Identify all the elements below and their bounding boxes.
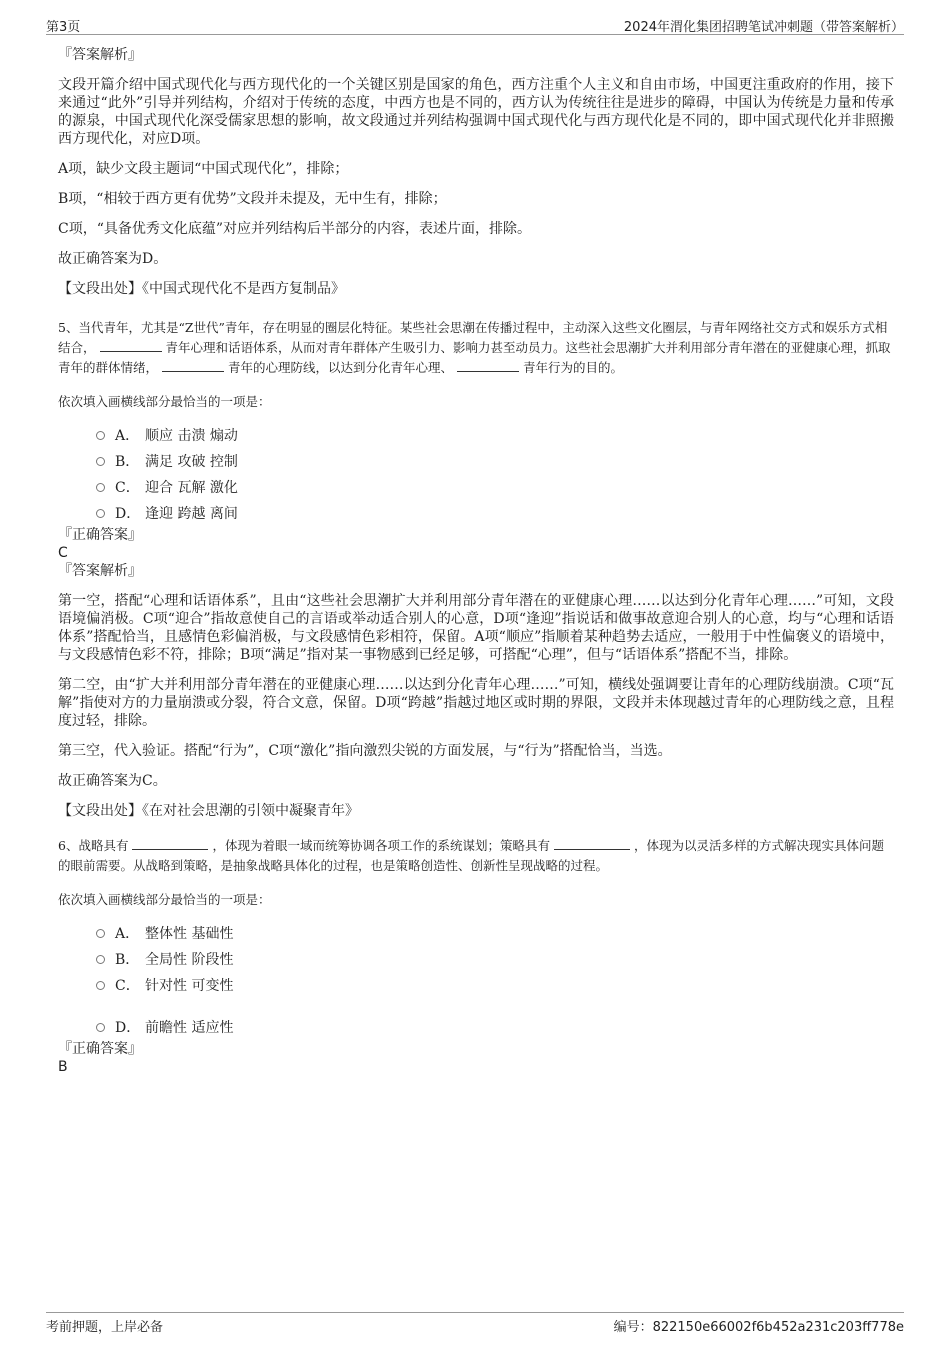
q6-instruction: 依次填入画横线部分最恰当的一项是： <box>58 892 271 907</box>
q4-source: 【文段出处】《中国式现代化不是西方复制品》 <box>58 281 345 297</box>
blank-line <box>457 359 519 372</box>
footer-slogan: 考前押题，上岸必备 <box>46 1320 164 1335</box>
q5-option-c[interactable] <box>96 474 894 500</box>
option-key: D． <box>115 1020 141 1036</box>
page-header <box>46 14 904 35</box>
option-text: 满足 攻破 控制 <box>145 454 238 470</box>
radio-icon[interactable] <box>96 457 105 466</box>
blank-line <box>162 359 224 372</box>
document-code: 编号：822150e66002f6b452a231c203ff778e <box>613 1320 904 1335</box>
option-text: 逢迎 跨越 离间 <box>145 506 238 522</box>
page-number: 第3页 <box>46 20 81 35</box>
q6-answer: B <box>58 1059 68 1075</box>
q6-stem-part: ，体现为以灵活多样的方式解决现实具体问题的眼前需要。从战略到策略，是抽象战略具体化的过程，也是策略创造性、创新性呈现战略的过程。 <box>58 838 884 873</box>
q6-correct-label: 『正确答案』 <box>58 1041 142 1057</box>
option-key: A． <box>115 926 140 942</box>
q5-stem-part: 青年心理和话语体系，从而对青年群体产生吸引力、影响力甚至动员力。这些社会思潮扩大并利用部分青年潜在的亚健康心理，抓取青年的群体情绪， <box>58 340 891 375</box>
option-text: 全局性 阶段性 <box>145 952 234 968</box>
q5-instruction: 依次填入画横线部分最恰当的一项是： <box>58 394 271 409</box>
option-text: 迎合 瓦解 激化 <box>145 480 238 496</box>
radio-icon[interactable] <box>96 955 105 964</box>
option-text: 整体性 基础性 <box>145 926 234 942</box>
q5-answer: C <box>58 545 68 561</box>
q5-source: 【文段出处】《在对社会思潮的引领中凝聚青年》 <box>58 803 359 819</box>
option-text: 前瞻性 适应性 <box>145 1020 234 1036</box>
q5-correct-label: 『正确答案』 <box>58 527 142 543</box>
blank-line <box>132 837 208 850</box>
q6-option-c[interactable] <box>96 972 894 998</box>
page-content <box>58 46 894 1076</box>
option-key: C． <box>115 480 140 496</box>
q5-option-d[interactable] <box>96 500 894 526</box>
q6-stem <box>58 836 894 876</box>
q6-option-d[interactable] <box>96 1014 894 1040</box>
q6-stem-part: 6、战略具有 <box>58 838 129 853</box>
q5-analysis-label: 『答案解析』 <box>58 563 142 579</box>
q6-stem-part: ，体现为着眼一域而统筹协调各项工作的系统谋划；策略具有 <box>212 838 550 853</box>
document-title: 2024年渭化集团招聘笔试冲刺题（带答案解析） <box>623 20 904 35</box>
q5-conclusion: 故正确答案为C。 <box>58 773 167 789</box>
blank-line <box>100 339 162 352</box>
option-text: 顺应 击溃 煽动 <box>145 428 238 444</box>
q4-analysis-para: B项，“相较于西方更有优势”文段并未提及，无中生有，排除； <box>58 191 447 207</box>
page-footer <box>46 1312 904 1333</box>
option-key: B． <box>115 952 140 968</box>
q6-option-b[interactable] <box>96 946 894 972</box>
q5-analysis-para: 第一空，搭配“心理和话语体系”，且由“这些社会思潮扩大并利用部分青年潜在的亚健康心理……以达到分化青年心理……”可知，文段语境偏消极。C项“迎合”指故意使自己的言语或举动适合别人的心意，D项“逢迎”指说话和做事故意迎合别人的心意，均与“心理和话语体系”搭配恰当，且感情色彩偏消极，与文段感情色彩相符，保留。A项“顺应”指顺着某种趋势去适应，一般用于中性偏褒义的语境中，与文段感情色彩不符，排除；B项“满足”指对某一事物感到已经足够，可搭配“心理”，但与“话语体系”搭配不当，排除。 <box>58 593 894 663</box>
radio-icon[interactable] <box>96 929 105 938</box>
radio-icon[interactable] <box>96 431 105 440</box>
radio-icon[interactable] <box>96 981 105 990</box>
q5-option-b[interactable] <box>96 448 894 474</box>
q5-stem-part: 青年的心理防线，以达到分化青年心理、 <box>228 360 454 375</box>
q5-option-a[interactable] <box>96 422 894 448</box>
radio-icon[interactable] <box>96 1023 105 1032</box>
q4-conclusion: 故正确答案为D。 <box>58 251 168 267</box>
option-key: D． <box>115 506 141 522</box>
q4-analysis-label: 『答案解析』 <box>58 47 142 63</box>
q4-analysis-para: C项，“具备优秀文化底蕴”对应并列结构后半部分的内容，表述片面，排除。 <box>58 221 532 237</box>
option-key: A． <box>115 428 140 444</box>
q6-option-a[interactable] <box>96 920 894 946</box>
q4-analysis-para: A项，缺少文段主题词“中国式现代化”，排除； <box>58 161 349 177</box>
radio-icon[interactable] <box>96 509 105 518</box>
q5-stem-part: 青年行为的目的。 <box>523 360 624 375</box>
q5-analysis-para: 第三空，代入验证。搭配“行为”，C项“激化”指向激烈尖锐的方面发展，与“行为”搭配恰当，当选。 <box>58 743 672 759</box>
q5-stem-part: 5、当代青年，尤其是“Z世代”青年，存在明显的圈层化特征。某些社会思潮在传播过程中，主动深入这些文化圈层，与青年网络社交方式和娱乐方式相结合， <box>58 320 888 355</box>
q5-stem <box>58 318 894 378</box>
option-text: 针对性 可变性 <box>145 978 234 994</box>
q6-options <box>96 920 894 1040</box>
option-key: C． <box>115 978 140 994</box>
q4-analysis-para: 文段开篇介绍中国式现代化与西方现代化的一个关键区别是国家的角色，西方注重个人主义和自由市场，中国更注重政府的作用，接下来通过“此外”引导并列结构，介绍对于传统的态度，中西方也是不同的，西方认为传统往往是进步的障碍，中国认为传统是力量和传承的源泉，中国式现代化深受儒家思想的影响，故文段通过并列结构强调中国式现代化与西方现代化是不同的，即中国式现代化并非照搬西方现代化，对应D项。 <box>58 77 894 147</box>
radio-icon[interactable] <box>96 483 105 492</box>
q5-options <box>96 422 894 526</box>
blank-line <box>554 837 630 850</box>
q5-analysis-para: 第二空，由“扩大并利用部分青年潜在的亚健康心理……以达到分化青年心理……”可知，横线处强调要让青年的心理防线崩溃。C项“瓦解”指使对方的力量崩溃或分裂，符合文意，保留。D项“跨越”指越过地区或时期的界限，文段并未体现越过青年的心理防线之意，且程度过轻，排除。 <box>58 677 894 729</box>
option-key: B． <box>115 454 140 470</box>
